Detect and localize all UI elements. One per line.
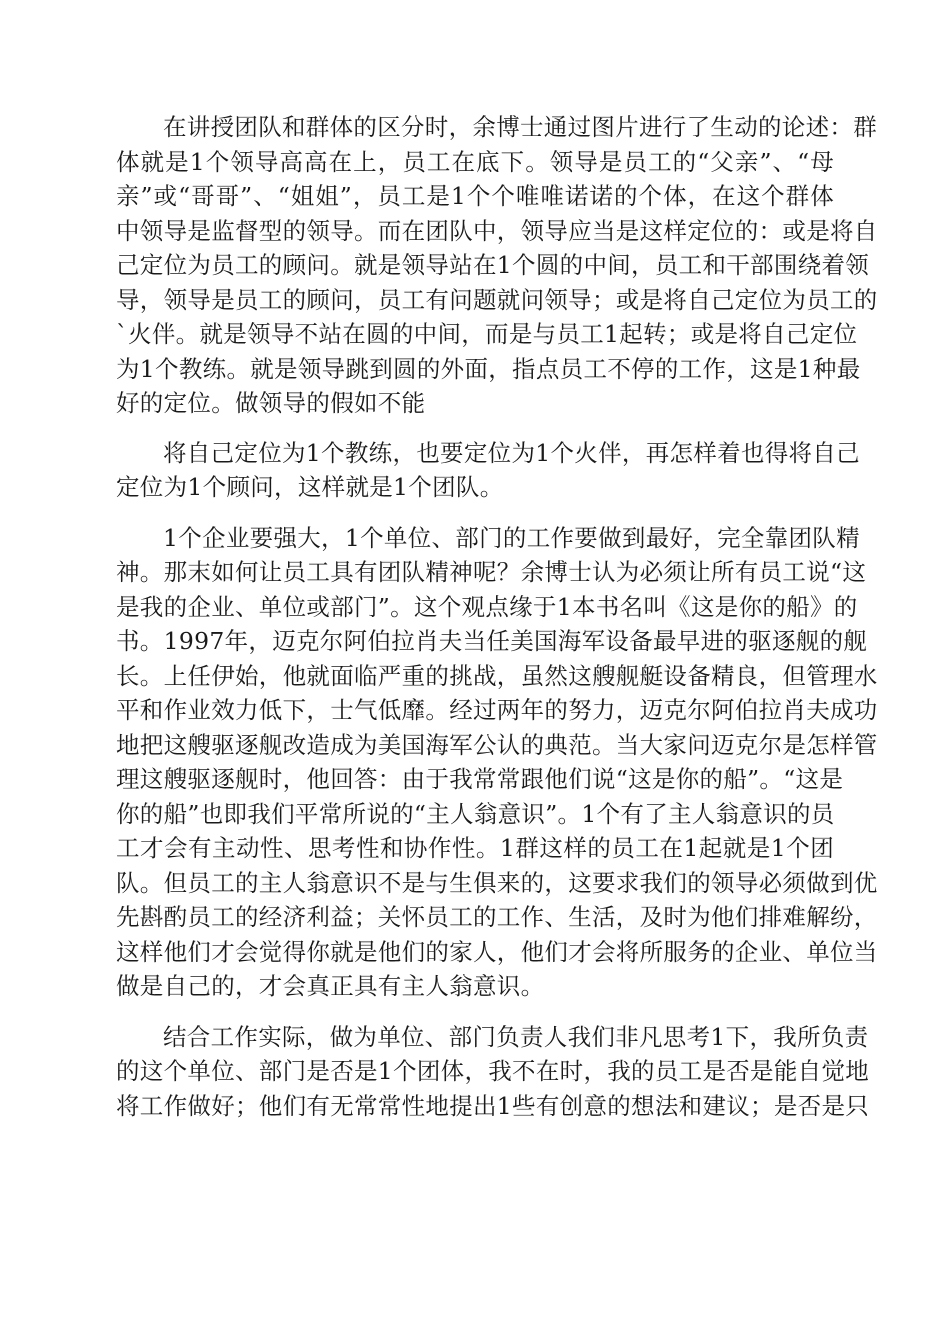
- text-line: 先斟酌员工的经济利益；关怀员工的工作、生活，及时为他们排难解纷，: [116, 903, 878, 931]
- text-line: 地把这艘驱逐舰改造成为美国海军公认的典范。当大家问迈克尔是怎样管: [116, 730, 878, 759]
- text-line: 将工作做好；他们有无常常性地提出1些有创意的想法和建议；是否是只: [116, 1091, 870, 1120]
- text-line: 导，领导是员工的顾问，员工有问题就问领导；或是将自己定位为员工的: [116, 285, 878, 314]
- text-line: 亲”或“哥哥”、“姐姐”，员工是1个个唯唯诺诺的个体，在这个群体: [116, 182, 834, 210]
- paragraph-4: [116, 1020, 870, 1124]
- text-line: 是我的企业、单位或部门”。这个观点缘于1本书名叫《这是你的船》的: [116, 592, 858, 621]
- paragraph-3: [116, 521, 878, 1004]
- document-body: [116, 110, 878, 1123]
- text-line: 1个企业要强大，1个单位、部门的工作要做到最好，完全靠团队精: [163, 523, 860, 552]
- text-line: 为1个教练。就是领导跳到圆的外面，指点员工不停的工作，这是1种最: [116, 354, 861, 383]
- text-line: `火伴。就是领导不站在圆的中间，而是与员工1起转；或是将自己定位: [116, 320, 858, 348]
- text-line: 理这艘驱逐舰时，他回答：由于我常常跟他们说“这是你的船”。“这是: [116, 765, 844, 793]
- paragraph-2: [116, 436, 860, 505]
- text-line: 神。那末如何让员工具有团队精神呢？余博士认为必须让所有员工说“这: [116, 558, 867, 586]
- text-line: 书。1997年，迈克尔阿伯拉肖夫当任美国海军设备最早进的驱逐舰的舰: [116, 627, 868, 655]
- text-line: 中领导是监督型的领导。而在团队中，领导应当是这样定位的：或是将自: [116, 216, 878, 245]
- paragraph-1: [116, 110, 878, 421]
- text-line: 结合工作实际，做为单位、部门负责人我们非凡思考1下，我所负责: [163, 1022, 869, 1051]
- text-line: 将自己定位为1个教练，也要定位为1个火伴，再怎样着也得将自己: [163, 438, 860, 467]
- text-line: 工才会有主动性、思考性和协作性。1群这样的员工在1起就是1个团: [116, 834, 834, 862]
- text-line: 体就是1个领导高高在上，员工在底下。领导是员工的“父亲”、“母: [116, 147, 834, 176]
- text-line: 你的船”也即我们平常所说的“主人翁意识”。1个有了主人翁意识的员: [116, 799, 835, 828]
- text-line: 这样他们才会觉得你就是他们的家人，他们才会将所服务的企业、单位当: [116, 937, 878, 966]
- text-line: 的这个单位、部门是否是1个团体，我不在时，我的员工是否是能自觉地: [116, 1057, 870, 1085]
- text-line: 平和作业效力低下，士气低靡。经过两年的努力，迈克尔阿伯拉肖夫成功: [116, 696, 878, 724]
- text-line: 己定位为员工的顾问。就是领导站在1个圆的中间，员工和干部围绕着领: [116, 251, 870, 279]
- text-line: 在讲授团队和群体的区分时，余博士通过图片进行了生动的论述：群: [163, 113, 877, 141]
- text-line: 长。上任伊始，他就面临严重的挑战，虽然这艘舰艇设备精良，但管理水: [116, 661, 878, 690]
- text-line: 队。但员工的主人翁意识不是与生俱来的，这要求我们的领导必须做到优: [116, 868, 878, 897]
- text-line: 定位为1个顾问，这样就是1个团队。: [116, 473, 504, 501]
- text-line: 好的定位。做领导的假如不能: [116, 389, 426, 417]
- text-line: 做是自己的，才会真正具有主人翁意识。: [116, 972, 545, 1000]
